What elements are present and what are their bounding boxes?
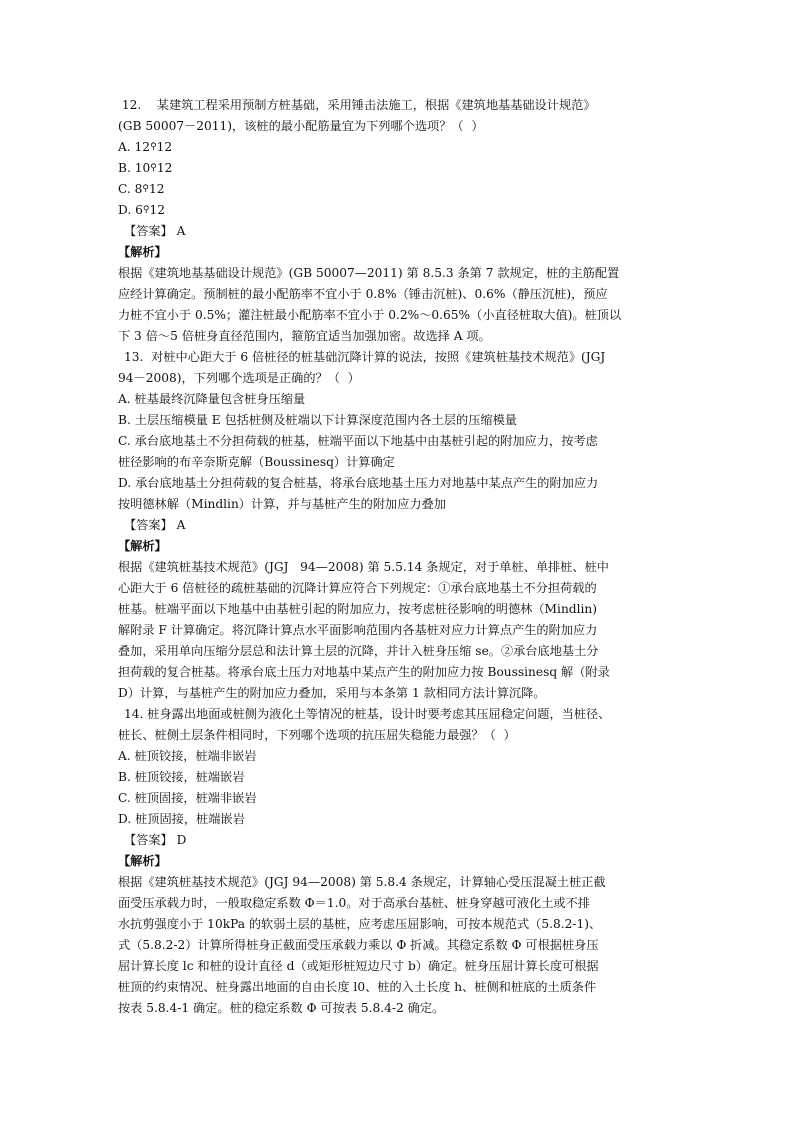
analysis-line: 屈计算长度 lc 和桩的设计直径 d（或矩形桩短边尺寸 b）确定。桩身压屈计算长度可根据 xyxy=(118,959,599,973)
option-d-cont: 按明德林解（Mindlin）计算，并与基桩产生的附加应力叠加 xyxy=(118,497,446,511)
analysis-line: 式（5.8.2-2）计算所得桩身正截面受压承载力乘以 Φ 折减。其稳定系数 Φ 可根据桩身压 xyxy=(118,938,599,952)
analysis-line: 水抗剪强度小于 10kPa 的软弱土层的基桩，应考虑压屈影响，可按本规范式（5.8.2-1)、 xyxy=(118,917,602,931)
option-b: B. 土层压缩模量 E 包括桩侧及桩端以下计算深度范围内各土层的压缩模量 xyxy=(118,413,517,427)
analysis-label: 【解析】 xyxy=(118,539,167,553)
rebar-symbol-icon: ⚲ xyxy=(150,163,157,173)
analysis-label: 【解析】 xyxy=(118,854,167,868)
option-d: D. 桩顶固接，桩端嵌岩 xyxy=(118,812,245,826)
analysis-line: 叠加，采用单向压缩分层总和法计算土层的沉降，并计入桩身压缩 se。②承台底地基土分 xyxy=(118,644,599,658)
analysis-line: 心距大于 6 倍桩径的疏桩基础的沉降计算应符合下列规定：①承台底地基土不分担荷载的 xyxy=(118,581,597,595)
analysis-line: 桩基。桩端平面以下地基中由基桩引起的附加应力，按考虑桩径影响的明德林（Mindlin) xyxy=(118,602,597,616)
option-d: D. 6⚲12 xyxy=(118,203,165,217)
rebar-symbol-icon: ⚲ xyxy=(150,142,157,152)
question-13 xyxy=(118,347,678,704)
question-stem-line: 12. 某建筑工程采用预制方桩基础，采用锤击法施工，根据《建筑地基基础设计规范》 xyxy=(118,98,596,112)
option-c: C. 桩顶固接，桩端非嵌岩 xyxy=(118,791,257,805)
analysis-line: 解附录 F 计算确定。将沉降计算点水平面影响范围内各基桩对应力计算点产生的附加应力 xyxy=(118,623,598,637)
question-stem-line: 14. 桩身露出地面或桩侧为液化土等情况的桩基，设计时要考虑其压屈稳定问题，当桩径、 xyxy=(124,707,611,721)
question-stem-line: 13. 对桩中心距大于 6 倍桩径的桩基础沉降计算的说法，按照《建筑桩基技术规范》(JGJ xyxy=(124,350,606,364)
analysis-line: 下 3 倍～5 倍桩身直径范围内，箍筋宜适当加强加密。故选择 A 项。 xyxy=(118,329,491,343)
document-page xyxy=(118,95,678,1019)
question-stem-line: (GB 50007－2011)，该桩的最小配筋量宜为下列哪个选项？（ ） xyxy=(118,119,484,133)
answer-label: 【答案】 A xyxy=(124,518,186,532)
option-c-cont: 桩径影响的布辛奈斯克解（Boussinesq）计算确定 xyxy=(118,455,395,469)
analysis-line: 面受压承载力时，一般取稳定系数 Φ＝1.0。对于高承台基桩、桩身穿越可液化土或不排 xyxy=(118,896,590,910)
option-d: D. 承台底地基土分担荷载的复合桩基，将承台底地基土压力对地基中某点产生的附加应力 xyxy=(118,476,599,490)
question-stem-line: 94－2008)，下列哪个选项是正确的？（ ） xyxy=(118,371,360,385)
question-stem-line: 桩长、桩侧土层条件相同时，下列哪个选项的抗压屈失稳能力最强？（ ） xyxy=(118,728,516,742)
analysis-line: 根据《建筑桩基技术规范》(JGJ 94—2008) 第 5.5.14 条规定，对于单桩、单排桩、桩中 xyxy=(118,560,609,574)
option-a: A. 桩顶铰接，桩端非嵌岩 xyxy=(118,749,257,763)
option-c: C. 承台底地基土不分担荷载的桩基，桩端平面以下地基中由基桩引起的附加应力，按考虑 xyxy=(118,434,598,448)
analysis-line: 力桩不宜小于 0.5%；灌注桩最小配筋率不宜小于 0.2%～0.65%（小直径桩取大值)。桩顶以 xyxy=(118,308,622,322)
analysis-line: D）计算，与基桩产生的附加应力叠加，采用与本条第 1 款相同方法计算沉降。 xyxy=(118,686,546,700)
answer-label: 【答案】 D xyxy=(124,833,187,847)
answer-label: 【答案】 A xyxy=(124,224,186,238)
analysis-line: 根据《建筑桩基技术规范》(JGJ 94—2008) 第 5.8.4 条规定，计算轴心受压混凝土桩正截 xyxy=(118,875,606,889)
question-14 xyxy=(118,704,678,1019)
option-b: B. 桩顶铰接，桩端嵌岩 xyxy=(118,770,245,784)
question-12 xyxy=(118,95,678,347)
option-a: A. 12⚲12 xyxy=(118,140,173,154)
rebar-symbol-icon: ⚲ xyxy=(142,205,150,215)
analysis-line: 应经计算确定。预制桩的最小配筋率不宜小于 0.8%（锤击沉桩)、0.6%（静压沉桩)，预应 xyxy=(118,287,608,301)
analysis-line: 按表 5.8.4-1 确定。桩的稳定系数 Φ 可按表 5.8.4-2 确定。 xyxy=(118,1001,445,1015)
analysis-label: 【解析】 xyxy=(118,245,167,259)
analysis-line: 桩顶的约束情况、桩身露出地面的自由长度 l0、桩的入土长度 h、桩侧和桩底的土质条件 xyxy=(118,980,597,994)
option-a: A. 桩基最终沉降量包含桩身压缩量 xyxy=(118,392,306,406)
rebar-symbol-icon: ⚲ xyxy=(142,184,149,194)
analysis-line: 根据《建筑地基基础设计规范》(GB 50007—2011) 第 8.5.3 条第 7 款规定，桩的主筋配置 xyxy=(118,266,620,280)
analysis-line: 担荷载的复合桩基。将承台底土压力对地基中某点产生的附加应力按 Boussinesq 解（附录 xyxy=(118,665,610,679)
option-c: C. 8⚲12 xyxy=(118,182,165,196)
option-b: B. 10⚲12 xyxy=(118,161,173,175)
